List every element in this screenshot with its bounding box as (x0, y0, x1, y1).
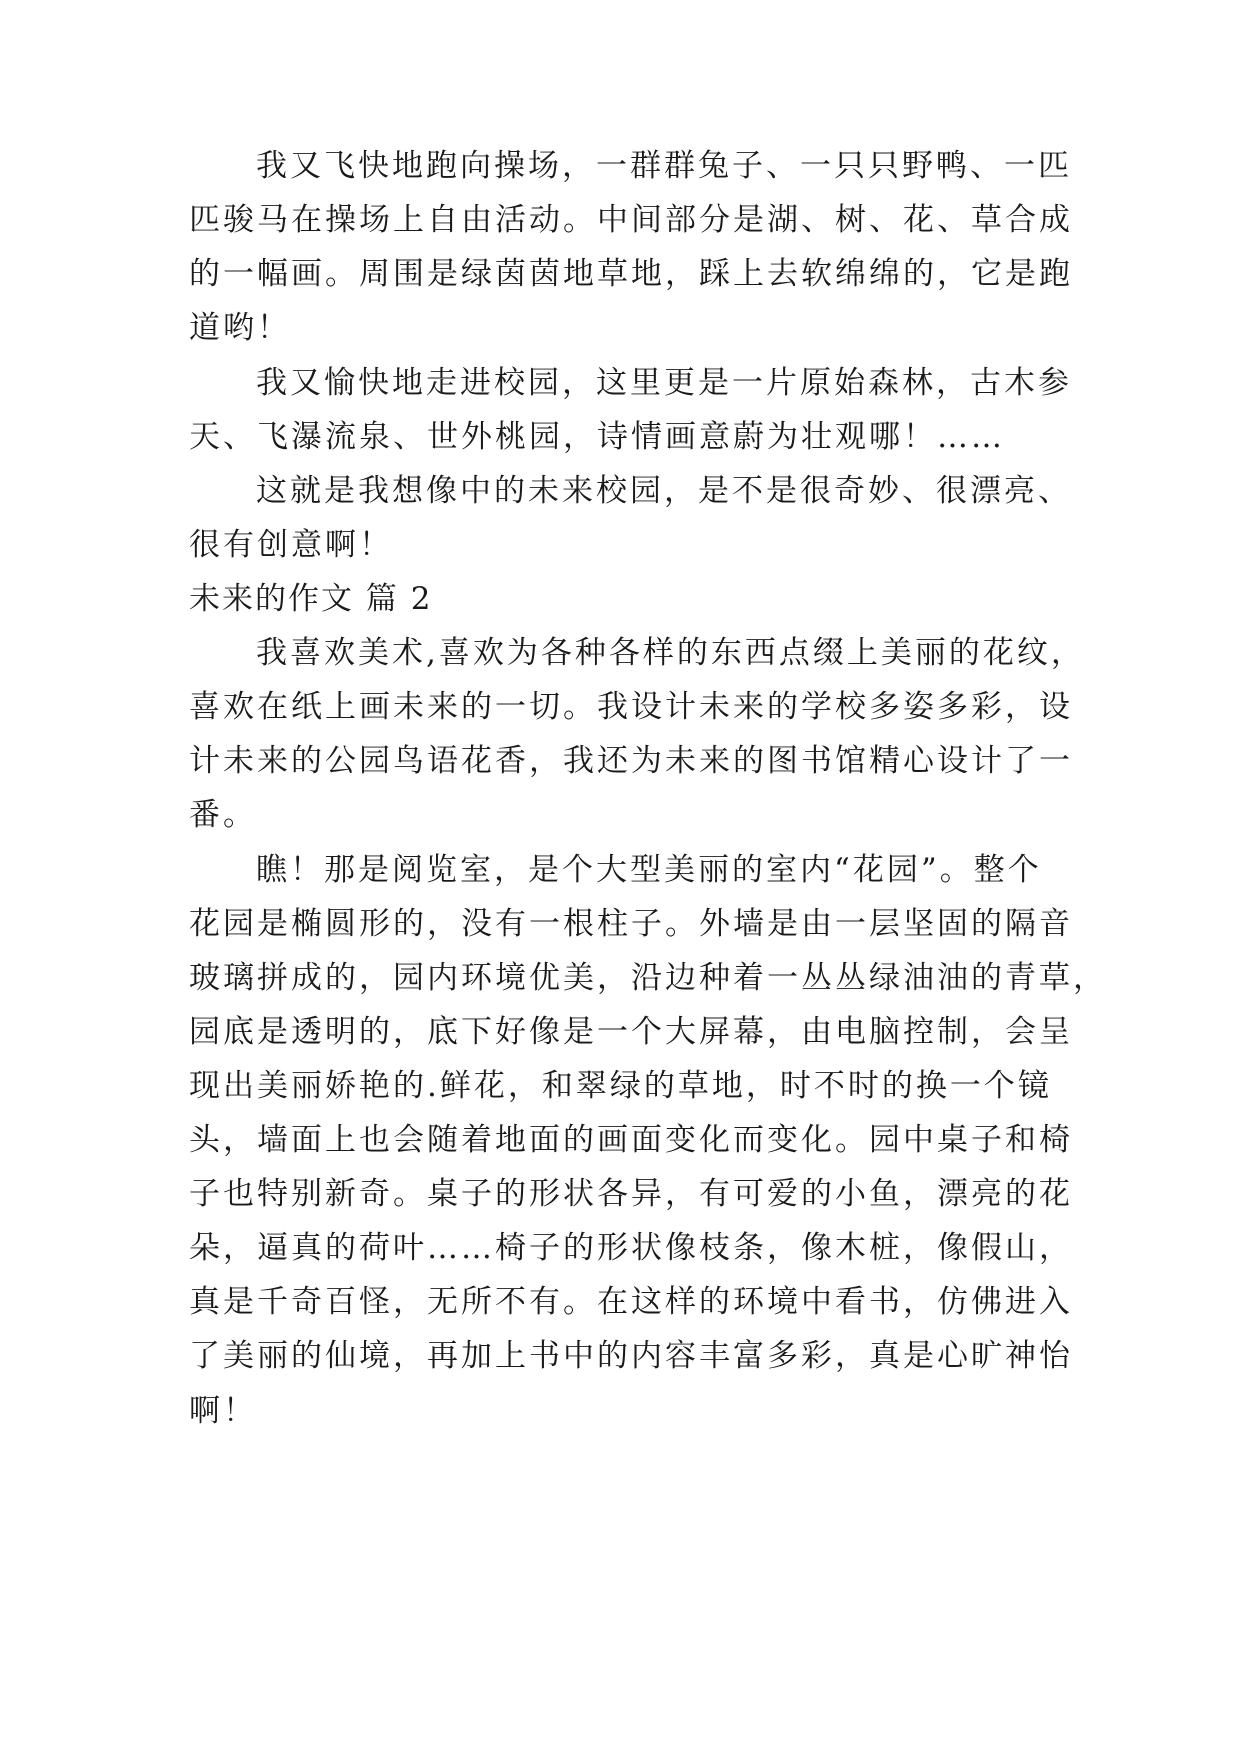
text-line: 花园是椭圆形的，没有一根柱子。外墙是由一层坚固的隔音 (189, 906, 1073, 942)
text-line: 了美丽的仙境，再加上书中的内容丰富多彩，真是心旷神怡 (189, 1338, 1073, 1374)
text-line: 啊！ (189, 1393, 257, 1429)
text-line: 道哟！ (189, 310, 291, 346)
text-line: 玻璃拼成的，园内环境优美，沿边种着一丛丛绿油油的青草， (189, 960, 1107, 996)
text-line: 子也特别新奇。桌子的形状各异，有可爱的小鱼，漂亮的花 (189, 1176, 1073, 1212)
text-line: 我喜欢美术,喜欢为各种各样的东西点缀上美丽的花纹， (256, 635, 1085, 671)
text-line: 番。 (189, 797, 257, 833)
text-line: 朵，逼真的荷叶……椅子的形状像枝条，像木桩，像假山， (189, 1230, 1073, 1266)
text-line: 我又飞快地跑向操场，一群群兔子、一只只野鸭、一匹 (256, 148, 1072, 184)
text-line: 喜欢在纸上画未来的一切。我设计未来的学校多姿多彩，设 (189, 689, 1073, 725)
text-line: 瞧！那是阅览室，是个大型美丽的室内“花园”。整个 (256, 852, 1042, 888)
text-line: 匹骏马在操场上自由活动。中间部分是湖、树、花、草合成 (189, 202, 1073, 238)
text-line: 头，墙面上也会随着地面的画面变化而变化。园中桌子和椅 (189, 1122, 1073, 1158)
text-line: 我又愉快地走进校园，这里更是一片原始森林，古木参 (256, 365, 1072, 401)
text-line: 这就是我想像中的未来校园，是不是很奇妙、很漂亮、 (256, 473, 1072, 509)
text-line: 真是千奇百怪，无所不有。在这样的环境中看书，仿佛进入 (189, 1284, 1073, 1320)
text-line: 天、飞瀑流泉、世外桃园，诗情画意蔚为壮观哪！…… (189, 419, 1005, 455)
text-line: 计未来的公园鸟语花香，我还为未来的图书馆精心设计了一 (189, 743, 1073, 779)
text-line: 很有创意啊！ (189, 527, 393, 563)
text-line: 现出美丽娇艳的.鲜花，和翠绿的草地，时不时的换一个镜 (189, 1068, 1052, 1104)
text-line: 园底是透明的，底下好像是一个大屏幕，由电脑控制，会呈 (189, 1014, 1073, 1050)
section-heading: 未来的作文 篇 2 (189, 581, 433, 617)
text-line: 的一幅画。周围是绿茵茵地草地，踩上去软绵绵的，它是跑 (189, 256, 1073, 292)
